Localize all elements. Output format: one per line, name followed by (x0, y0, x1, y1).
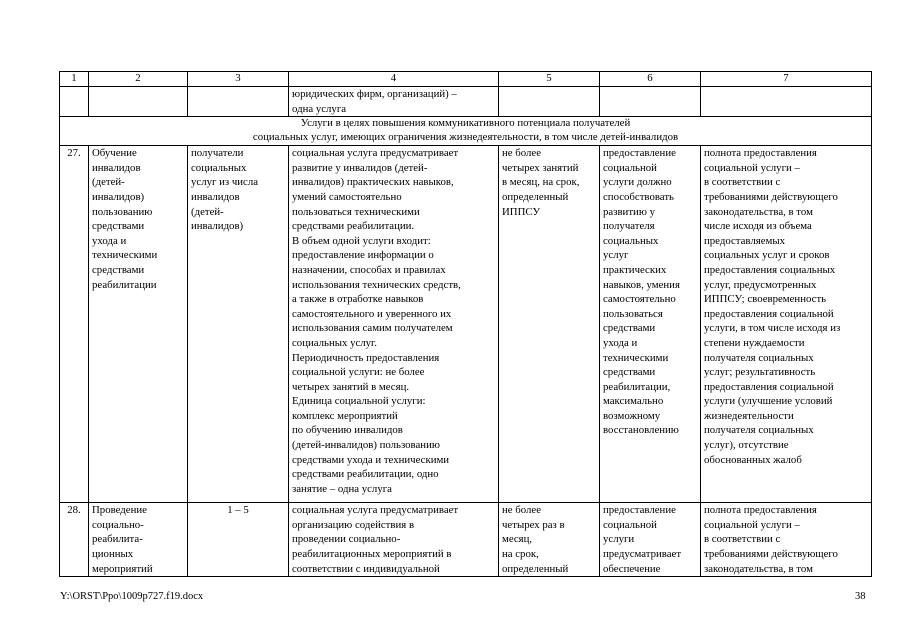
term-cell: не более четырех раз в месяц, на срок, определенный (499, 503, 600, 577)
table-row (60, 146, 872, 503)
table-cell (60, 87, 89, 117)
table-cell (499, 87, 600, 117)
quality-cell: полнота предоставления социальной услуги – в соответствии с требованиями действующего законодательства, в том числе исходя из объема предоставляемых социальных услуг и сроков предоставления социальных услуг, предусмотренных ИППСУ; своевременность предоставления социальной услуги, в том числе исходя из степени нуждаемости получателя социальных услуг; результативность предоставления социальной услуги (улучшение условий жизнедеятельности получателя социальных услуг), отсутствие обоснованных жалоб (701, 146, 872, 503)
description-cell: социальная услуга предусматривает развитие у инвалидов (детей- инвалидов) практических навыков, умений самостоятельно пользоваться техническими средствами реабилитации. В объем одной услуги входит: предоставление информации о назначении, способах и правилах использования технических средств, а также в отработке навыков самостоятельного и уверенного их использования самим получателем социальных услуг. Периодичность предоставления социальной услуги: не более четырех занятий в месяц. Единица социальной услуги: комплекс мероприятий по обучению инвалидов (детей-инвалидов) пользованию средствами ухода и техническими средствами реабилитации, одно занятие – одна услуга (289, 146, 499, 503)
quality-cell: полнота предоставления социальной услуги – в соответствии с требованиями действующего законодательства, в том (701, 503, 872, 577)
table-cell (600, 87, 701, 117)
term-cell: не более четырех занятий в месяц, на срок, определенный ИППСУ (499, 146, 600, 503)
conditions-cell: предоставление социальной услуги должно способствовать развитию у получателя социальных услуг практических навыков, умения самостоятельно пользоваться средствами ухода и техническими средствами реабилитации, максимально возможному восстановлению (600, 146, 701, 503)
footer-file-path: Y:\ORST\Ppo\1009p727.f19.docx (60, 591, 204, 602)
table-cell (89, 87, 188, 117)
section-title: Услуги в целях повышения коммуникативного потенциала получателей социальных услуг, имеющих ограничения жизнедеятельности, в том числе детей-инвалидов (60, 117, 872, 146)
continued-description-cell: юридических фирм, организаций) – одна услуга (289, 87, 499, 117)
service-name-cell: Проведение социально- реабилита- ционных мероприятий (89, 503, 188, 577)
column-number-header: 4 (289, 72, 499, 87)
service-name-cell: Обучение инвалидов (детей- инвалидов) пользованию средствами ухода и техническими средствами реабилитации (89, 146, 188, 503)
services-table (59, 71, 872, 577)
continuation-row (60, 87, 872, 117)
column-number-header: 7 (701, 72, 872, 87)
column-number-header: 3 (188, 72, 289, 87)
footer-page-number: 38 (855, 591, 866, 602)
table-row (60, 503, 872, 577)
column-number-header: 5 (499, 72, 600, 87)
table-cell (701, 87, 872, 117)
column-number-header: 6 (600, 72, 701, 87)
row-number: 27. (60, 146, 89, 503)
column-number-header: 1 (60, 72, 89, 87)
conditions-cell: предоставление социальной услуги предусматривает обеспечение (600, 503, 701, 577)
description-cell: социальная услуга предусматривает организацию содействия в проведении социально- реабилитационных мероприятий в соответствии с индивидуальной (289, 503, 499, 577)
table-cell (188, 87, 289, 117)
column-number-header: 2 (89, 72, 188, 87)
row-number: 28. (60, 503, 89, 577)
recipients-cell: 1 – 5 (188, 503, 289, 577)
section-title-row (60, 117, 872, 146)
recipients-cell: получатели социальных услуг из числа инвалидов (детей- инвалидов) (188, 146, 289, 503)
table-header-row (60, 72, 872, 87)
